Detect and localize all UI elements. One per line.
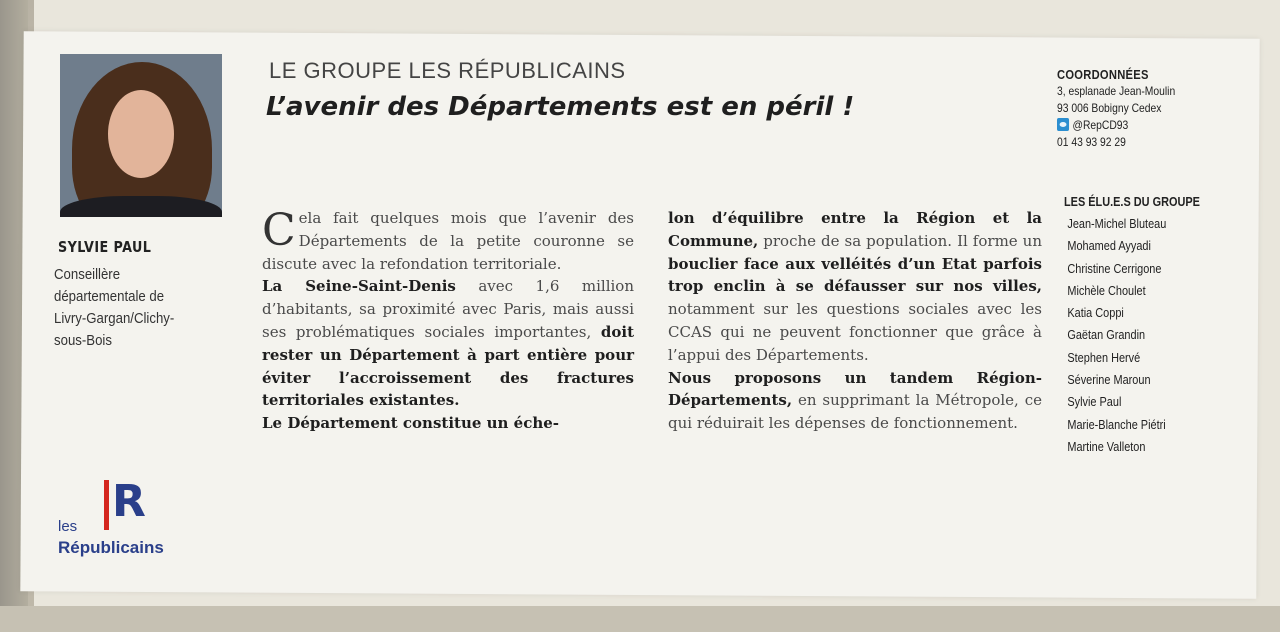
paragraph — [262, 207, 634, 275]
group-members — [1064, 194, 1224, 458]
bold-text: lon d’équilibre entre la Région et la Commune, — [668, 209, 1042, 250]
paragraph-text: avec 1,6 million d’habitants, sa proximité avec Paris, mais aussi ses problématiques sociales importantes, — [262, 277, 634, 341]
twitter-icon — [1057, 118, 1069, 131]
bold-text: bouclier face aux velléités d’un Etat parfois trop enclin à se défausser sur nos villes, — [668, 254, 1042, 296]
member-name: Séverine Maroun — [1067, 372, 1151, 388]
bold-text: Le Département constitue un éche- — [262, 414, 560, 433]
address-line: 3, esplanade Jean-Moulin — [1057, 84, 1176, 98]
bold-text: doit rester un Département à part entière pour éviter l’accroissement des fractures territoriales existantes. — [262, 322, 634, 410]
article-title: L’avenir des Départements est en péril ! — [266, 92, 855, 122]
address-line: 93 006 Bobigny Cedex — [1057, 101, 1162, 115]
bold-text: Nous proposons un tandem Région-Départements, — [668, 368, 1042, 410]
author-photo — [60, 54, 222, 217]
role-line: sous-Bois — [54, 332, 112, 349]
paragraph — [668, 367, 1042, 435]
twitter-handle — [1057, 117, 1220, 134]
paragraph — [262, 275, 634, 412]
group-kicker: LE GROUPE LES RÉPUBLICAINS — [269, 58, 626, 83]
paragraph — [668, 207, 1042, 367]
coordinates-heading: COORDONNÉES — [1057, 67, 1149, 82]
role-line: Conseillère — [54, 266, 121, 283]
logo-mark: R — [112, 476, 146, 527]
bold-text: La Seine-Saint-Denis — [262, 277, 456, 296]
member-name: Katia Coppi — [1067, 305, 1124, 321]
logo-red-bar — [104, 480, 109, 530]
member-name: Martine Valleton — [1067, 438, 1146, 454]
article-column-2 — [668, 207, 1042, 435]
member-name: Mohamed Ayyadi — [1067, 238, 1151, 254]
author-role — [54, 264, 204, 352]
member-name: Christine Cerrigone — [1067, 260, 1162, 276]
member-name: Jean-Michel Bluteau — [1067, 216, 1167, 231]
twitter-text: @RepCD93 — [1072, 118, 1129, 132]
members-heading: LES ÉLU.E.S DU GROUPE — [1064, 194, 1200, 209]
paragraph-text: notamment sur les questions sociales avec les CCAS qui ne peuvent fonctionner que grâce à l’appui des Départements. — [668, 300, 1042, 364]
page-bottom-edge — [0, 606, 1280, 632]
paragraph — [262, 412, 634, 435]
role-line: départementale de — [54, 288, 165, 305]
logo-text-republicains: Républicains — [58, 538, 164, 557]
logo-text-les: les — [58, 518, 78, 535]
role-line: Livry-Gargan/Clichy- — [54, 310, 175, 327]
drop-cap: C — [262, 205, 296, 256]
member-name: Stephen Hervé — [1067, 349, 1141, 365]
member-name: Sylvie Paul — [1067, 394, 1122, 410]
member-name: Marie-Blanche Piétri — [1067, 416, 1166, 432]
member-name: Michèle Choulet — [1067, 282, 1146, 298]
les-republicains-logo — [58, 476, 218, 566]
paragraph-text: en supprimant la Métropole, ce qui réduirait les dépenses de fonctionnement. — [668, 391, 1042, 433]
phone-number: 01 43 93 92 29 — [1057, 135, 1126, 149]
coordinates-block — [1057, 66, 1220, 151]
member-name: Gaëtan Grandin — [1067, 327, 1146, 343]
author-name: SYLVIE PAUL — [58, 238, 152, 256]
paragraph-text: proche de sa population. Il forme un — [758, 231, 1042, 250]
article-column-1 — [262, 207, 634, 435]
paragraph-text: ela fait quelques mois que l’avenir des Départements de la petite couronne se discute avec la refondation territoriale. — [262, 209, 634, 273]
